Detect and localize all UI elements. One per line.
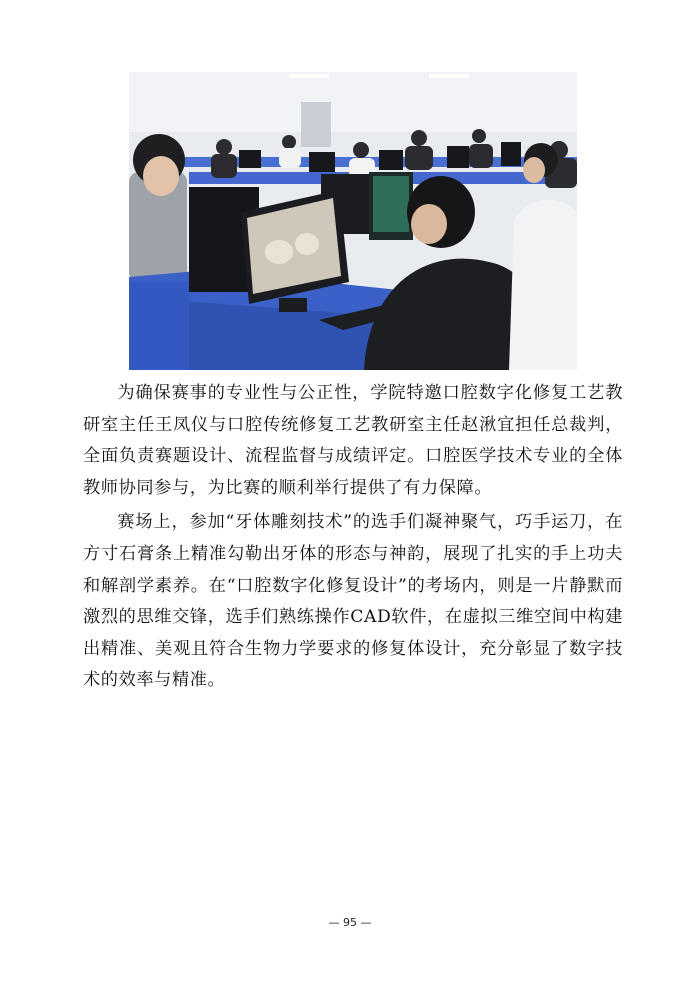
classroom-photo [129, 72, 577, 370]
body-paragraph-2: 赛场上，参加“牙体雕刻技术”的选手们凝神聚气，巧手运刀，在方寸石膏条上精准勾勒出牙体的形态与神韵，展现了扎实的手上功夫和解剖学素养。在“口腔数字化修复设计”的考场内，则是一片静默而激烈的思维交锋，选手们熟练操作CAD软件，在虚拟三维空间中构建出精准、美观且符合生物力学要求的修复体设计，充分彰显了数字技术的效率与精准。 [83, 512, 623, 691]
classroom-photo-illustration [129, 72, 577, 370]
body-paragraph-1: 为确保赛事的专业性与公正性，学院特邀口腔数字化修复工艺教研室主任王凤仪与口腔传统修复工艺教研室主任赵湫宜担任总裁判，全面负责赛题设计、流程监督与成绩评定。口腔医学技术专业的全体教师协同参与，为比赛的顺利举行提供了有力保障。 [83, 383, 623, 498]
article-body [83, 378, 623, 700]
page-number: — 95 — [328, 916, 372, 929]
